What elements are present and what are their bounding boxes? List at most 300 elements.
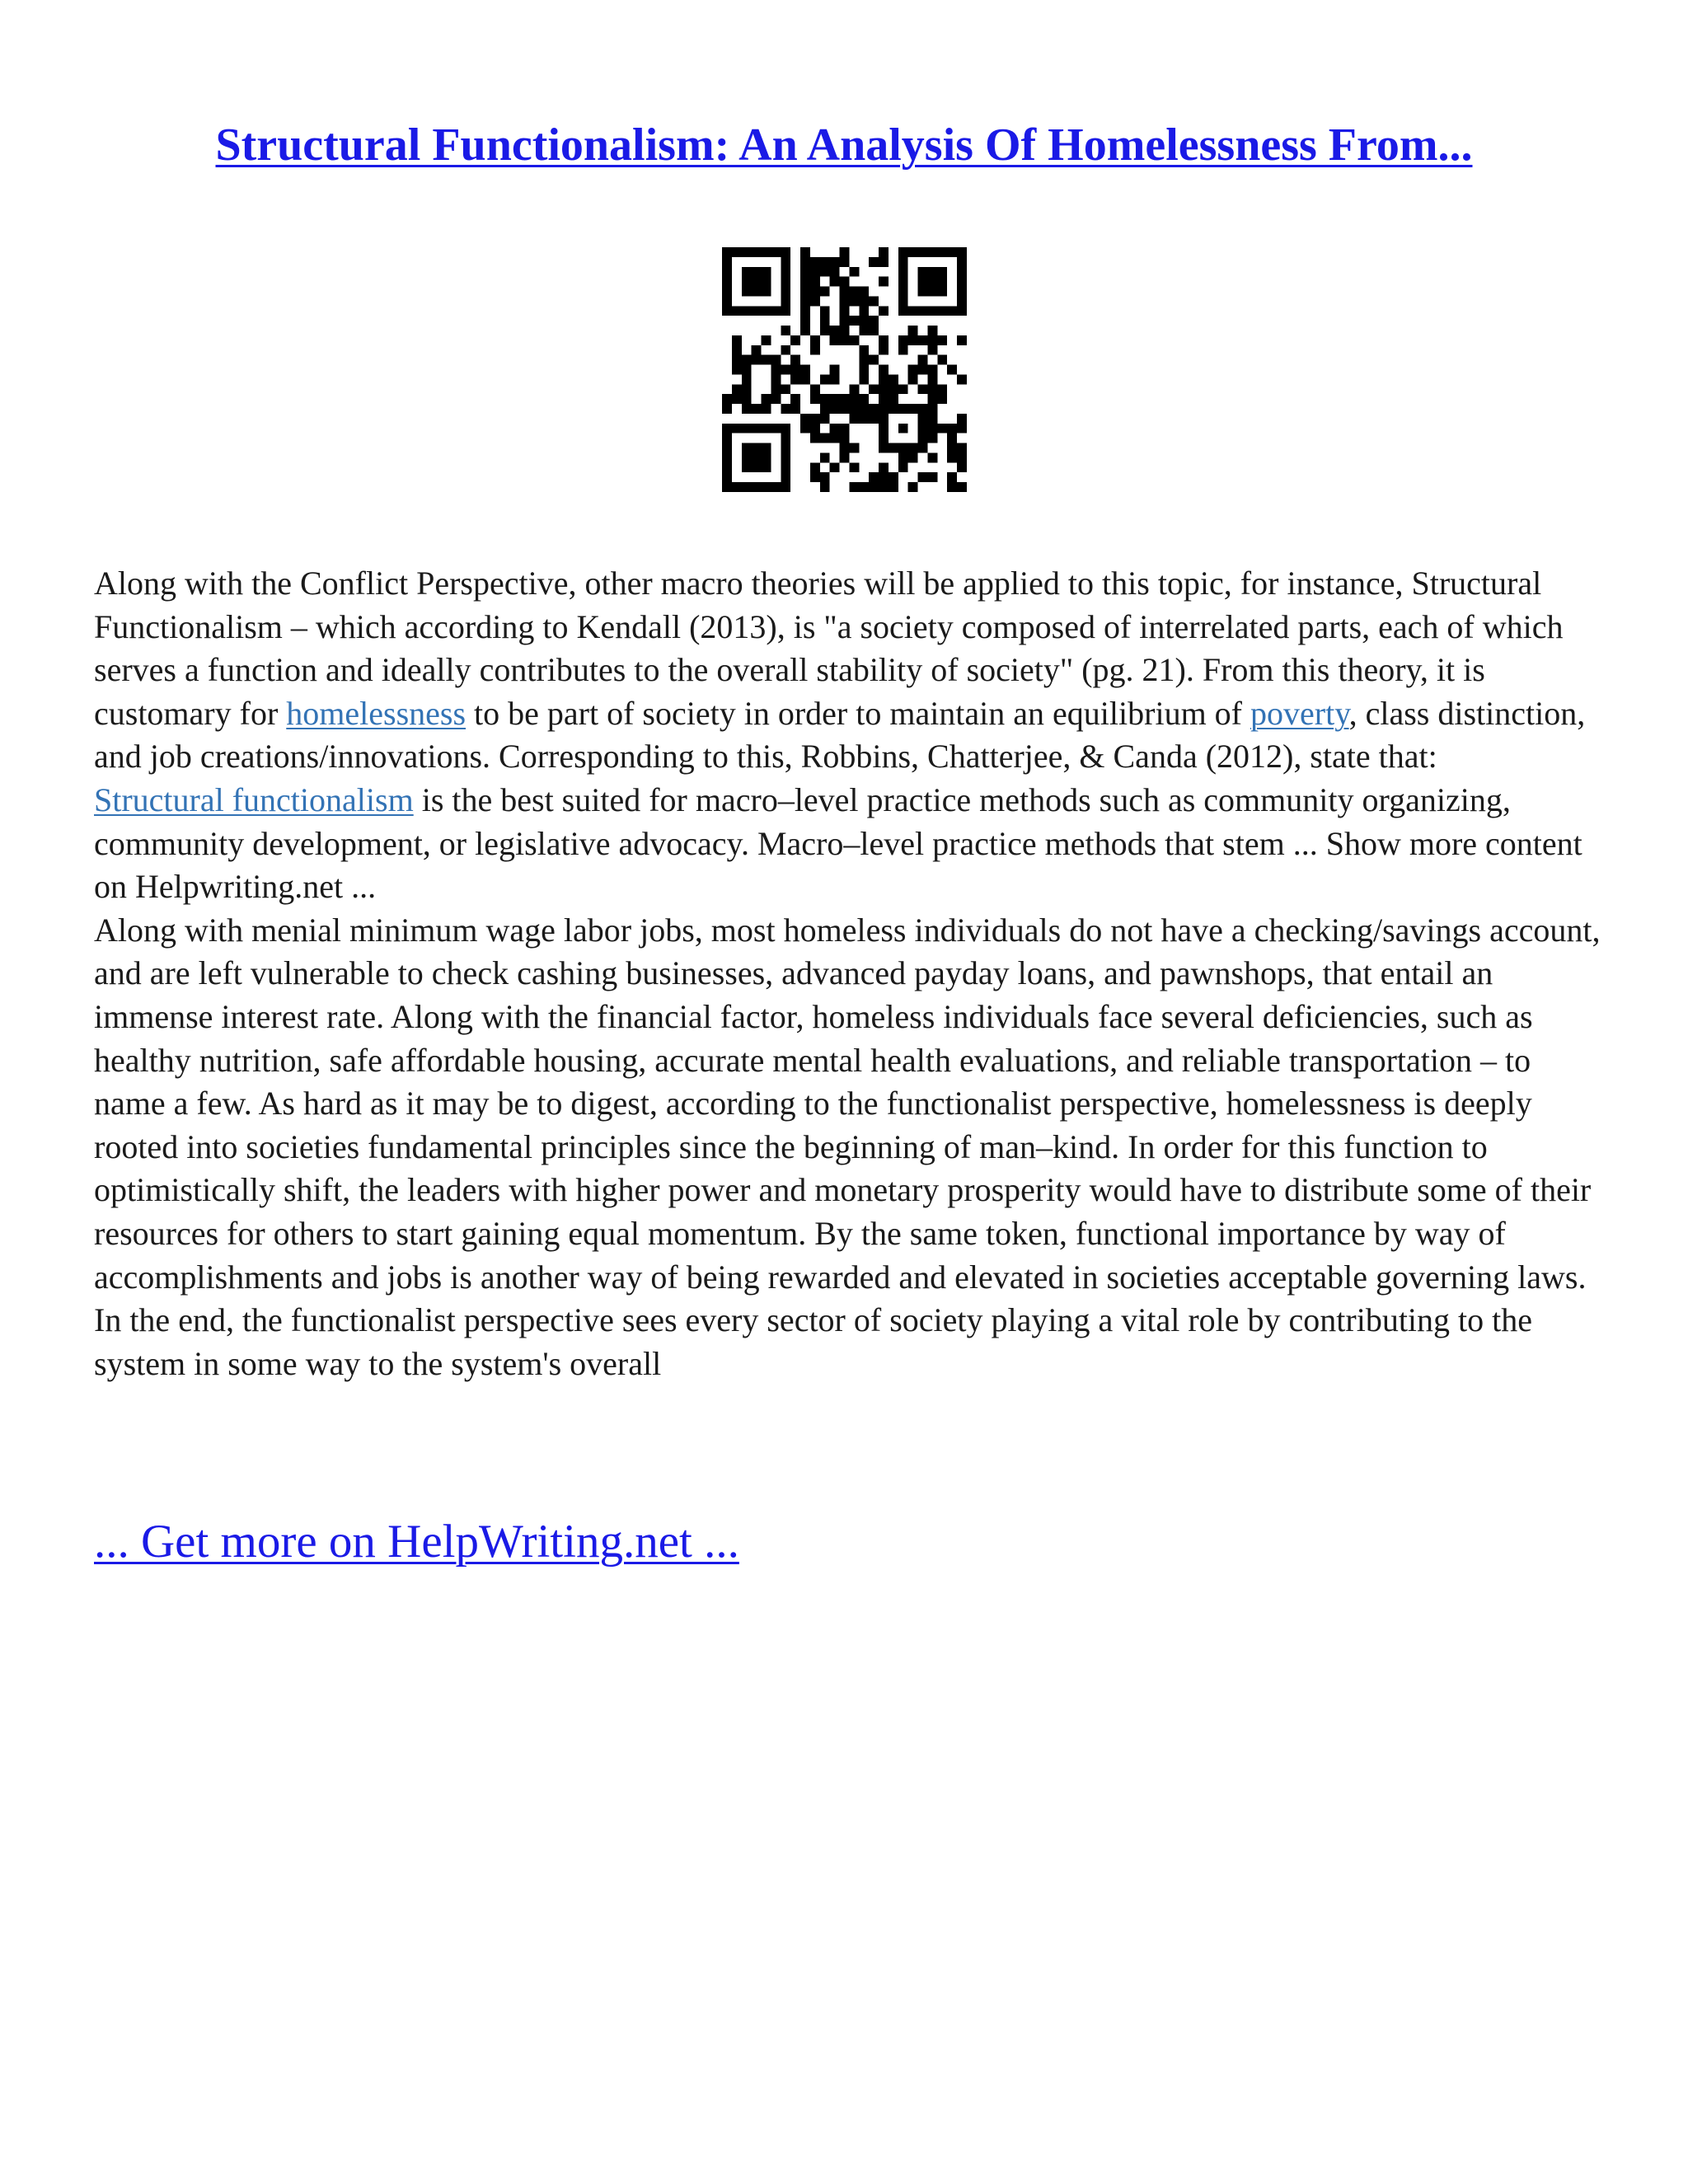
- qr-module: [771, 365, 781, 375]
- qr-module: [762, 277, 771, 287]
- qr-module: [859, 296, 869, 306]
- qr-module: [800, 316, 810, 326]
- qr-module: [800, 296, 810, 306]
- qr-module: [927, 306, 937, 316]
- qr-module: [810, 414, 820, 424]
- link-structural-functionalism[interactable]: Structural functionalism: [94, 780, 414, 818]
- qr-module: [810, 384, 820, 394]
- qr-module: [879, 374, 889, 384]
- qr-module: [790, 335, 800, 345]
- qr-module: [722, 452, 732, 462]
- qr-module: [840, 335, 850, 345]
- qr-module: [927, 434, 937, 443]
- qr-module: [820, 434, 830, 443]
- qr-module: [908, 452, 918, 462]
- qr-module: [762, 267, 771, 277]
- qr-module: [859, 365, 869, 375]
- qr-module: [752, 306, 762, 316]
- qr-module: [879, 277, 889, 287]
- qr-module: [830, 462, 840, 472]
- qr-module: [752, 452, 762, 462]
- qr-module: [947, 434, 957, 443]
- qr-module: [859, 394, 869, 404]
- qr-module: [927, 365, 937, 375]
- qr-module: [908, 443, 918, 453]
- qr-module: [752, 462, 762, 472]
- qr-module: [810, 394, 820, 404]
- qr-module: [918, 443, 928, 453]
- qr-module: [722, 443, 732, 453]
- qr-module: [830, 365, 840, 375]
- qr-module: [898, 404, 908, 414]
- qr-module: [879, 482, 889, 492]
- qr-module: [869, 414, 879, 424]
- qr-module: [859, 306, 869, 316]
- qr-module: [742, 374, 752, 384]
- qr-module: [722, 267, 732, 277]
- qr-module: [957, 374, 967, 384]
- qr-module: [781, 296, 790, 306]
- qr-module: [820, 267, 830, 277]
- qr-module: [771, 424, 781, 434]
- qr-module: [947, 482, 957, 492]
- qr-module: [869, 257, 879, 267]
- qr-module: [771, 394, 781, 404]
- qr-module: [957, 482, 967, 492]
- qr-module: [918, 277, 928, 287]
- qr-module: [947, 472, 957, 482]
- qr-module: [742, 443, 752, 453]
- qr-module: [830, 424, 840, 434]
- qr-module: [810, 335, 820, 345]
- qr-module: [810, 277, 820, 287]
- qr-module: [957, 287, 967, 297]
- paragraph-3: Along with menial minimum wage labor jobs, most homeless individuals do not have a checking/savings account, and are left vulnerable to check cashing businesses, advanced payday loans, and pawnshops, that entail an immense interest rate. Along with the financial factor, homeless individuals face several deficiencies, such as healthy nutrition, safe affordable housing, accurate mental health evaluations, and reliable transportation – to name a few. As hard as it may be to digest, according to the functionalist perspective, homelessness is deeply rooted into societies fundamental principles since the beginning of man–kind. In order for this function to optimistically shift, the leaders with higher power and monetary prosperity would have to distribute some of their resources for others to start gaining equal momentum. By the same token, functional importance by way of accomplishments and jobs is another way of being rewarded and elevated in societies acceptable governing laws. In the end, the functionalist perspective sees every sector of society playing a vital role by contributing to the system in some way to the system's overall: [94, 911, 1601, 1382]
- qr-module: [781, 326, 790, 335]
- qr-module: [918, 335, 928, 345]
- qr-module: [820, 472, 830, 482]
- paragraph-1-text-a: Along with the Conflict Perspective, other macro theories will be applied to this topic, for instance, Structural Functionalism – which according to Kendall (2013), is "a society composed of interrelated parts, each of which serves a function and ideally contributes to the overall stability of society" (pg. 21). From this theory, it is customary for: [94, 565, 1564, 732]
- qr-module: [781, 404, 790, 414]
- qr-module: [790, 394, 800, 404]
- qr-module: [722, 434, 732, 443]
- qr-module: [722, 277, 732, 287]
- qr-module: [849, 287, 859, 297]
- qr-module: [771, 482, 781, 492]
- qr-module: [908, 365, 918, 375]
- qr-module: [781, 482, 790, 492]
- qr-module: [800, 424, 810, 434]
- qr-module: [840, 247, 850, 257]
- qr-module: [879, 443, 889, 453]
- qr-module: [879, 384, 889, 394]
- qr-module: [927, 335, 937, 345]
- qr-module: [869, 404, 879, 414]
- qr-module: [742, 384, 752, 394]
- qr-module: [840, 394, 850, 404]
- qr-module: [898, 384, 908, 394]
- qr-module: [752, 404, 762, 414]
- qr-module: [840, 296, 850, 306]
- qr-module: [908, 326, 918, 335]
- qr-module: [752, 355, 762, 365]
- qr-module: [830, 335, 840, 345]
- qr-module: [781, 257, 790, 267]
- qr-module: [762, 404, 771, 414]
- qr-module: [957, 247, 967, 257]
- qr-module: [908, 306, 918, 316]
- qr-module: [742, 452, 752, 462]
- qr-module: [918, 247, 928, 257]
- qr-module: [800, 287, 810, 297]
- qr-module: [947, 365, 957, 375]
- qr-module: [830, 374, 840, 384]
- article-body: [94, 562, 1602, 1385]
- qr-module: [937, 267, 947, 277]
- qr-module: [947, 306, 957, 316]
- qr-module: [771, 247, 781, 257]
- qr-module: [820, 257, 830, 267]
- qr-module: [879, 434, 889, 443]
- qr-module: [937, 306, 947, 316]
- qr-module: [937, 247, 947, 257]
- qr-module: [752, 482, 762, 492]
- qr-module: [927, 326, 937, 335]
- qr-module: [869, 296, 879, 306]
- qr-module: [742, 355, 752, 365]
- get-more-line: [94, 1513, 739, 1571]
- link-poverty[interactable]: poverty: [1250, 694, 1349, 732]
- qr-module: [742, 404, 752, 414]
- qr-module: [742, 394, 752, 404]
- qr-module: [810, 472, 820, 482]
- qr-module: [722, 296, 732, 306]
- qr-module: [781, 365, 790, 375]
- qr-module: [781, 267, 790, 277]
- qr-module: [790, 374, 800, 384]
- qr-module: [800, 277, 810, 287]
- qr-module: [859, 404, 869, 414]
- qr-module: [957, 424, 967, 434]
- qr-module: [742, 267, 752, 277]
- link-homelessness[interactable]: homelessness: [286, 694, 467, 732]
- qr-module: [859, 374, 869, 384]
- qr-module: [889, 394, 898, 404]
- qr-module: [849, 316, 859, 326]
- qr-module: [742, 424, 752, 434]
- qr-module: [781, 345, 790, 355]
- qr-module: [849, 335, 859, 345]
- qr-module: [732, 345, 742, 355]
- qr-module: [840, 306, 850, 316]
- qr-module: [752, 424, 762, 434]
- qr-module: [849, 482, 859, 492]
- title-link[interactable]: Structural Functionalism: An Analysis Of Homelessness From...: [215, 120, 1473, 171]
- qr-module: [927, 414, 937, 424]
- qr-module: [840, 326, 850, 335]
- qr-module: [937, 335, 947, 345]
- qr-module: [957, 257, 967, 267]
- paragraph-1-text-c: , class distinction, and job creations/innovations. Corresponding to this, Robbins, Chatterjee, & Canda (2012), state that:: [94, 694, 1586, 776]
- qr-module: [879, 424, 889, 434]
- qr-module: [918, 355, 928, 365]
- qr-module: [879, 335, 889, 345]
- qr-module: [810, 296, 820, 306]
- qr-module: [840, 434, 850, 443]
- qr-code-icon: [722, 247, 967, 492]
- paragraph-1: [94, 562, 1602, 779]
- qr-module: [800, 374, 810, 384]
- qr-module: [742, 482, 752, 492]
- qr-module: [859, 326, 869, 335]
- qr-module: [810, 287, 820, 297]
- qr-module: [898, 443, 908, 453]
- qr-module: [889, 404, 898, 414]
- qr-module: [732, 424, 742, 434]
- qr-module: [927, 345, 937, 355]
- qr-module: [898, 257, 908, 267]
- qr-module: [781, 247, 790, 257]
- qr-module: [957, 296, 967, 306]
- paragraph-2: [94, 779, 1602, 909]
- qr-module: [898, 462, 908, 472]
- qr-module: [732, 394, 742, 404]
- qr-module: [937, 384, 947, 394]
- qr-module: [869, 472, 879, 482]
- qr-module: [722, 404, 732, 414]
- qr-module: [869, 316, 879, 326]
- qr-module: [898, 277, 908, 287]
- qr-module: [762, 355, 771, 365]
- qr-module: [732, 247, 742, 257]
- qr-module: [918, 267, 928, 277]
- qr-module: [849, 384, 859, 394]
- qr-module: [859, 482, 869, 492]
- qr-module: [840, 277, 850, 287]
- qr-module: [762, 394, 771, 404]
- qr-module: [849, 443, 859, 453]
- qr-module: [722, 306, 732, 316]
- qr-module: [918, 365, 928, 375]
- qr-module: [820, 394, 830, 404]
- qr-module: [927, 404, 937, 414]
- qr-module: [918, 472, 928, 482]
- qr-module: [810, 424, 820, 434]
- qr-module: [722, 287, 732, 297]
- qr-module: [752, 443, 762, 453]
- qr-module: [742, 462, 752, 472]
- qr-module: [927, 384, 937, 394]
- qr-module: [781, 384, 790, 394]
- qr-module: [762, 462, 771, 472]
- qr-module: [830, 326, 840, 335]
- qr-module: [918, 424, 928, 434]
- qr-module: [947, 424, 957, 434]
- qr-module: [781, 424, 790, 434]
- qr-module: [840, 287, 850, 297]
- qr-module: [918, 384, 928, 394]
- qr-module: [879, 247, 889, 257]
- qr-module: [800, 414, 810, 424]
- qr-module: [908, 482, 918, 492]
- qr-module: [889, 443, 898, 453]
- qr-module: [957, 335, 967, 345]
- qr-module: [810, 345, 820, 355]
- qr-module: [849, 394, 859, 404]
- qr-module: [830, 277, 840, 287]
- qr-module: [908, 335, 918, 345]
- qr-module: [927, 277, 937, 287]
- qr-module: [927, 374, 937, 384]
- qr-module: [800, 365, 810, 375]
- qr-module: [849, 267, 859, 277]
- qr-module: [898, 452, 908, 462]
- paragraph-1-text-b: to be part of society in order to maintain an equilibrium of: [466, 694, 1251, 732]
- qr-module: [820, 482, 830, 492]
- qr-module: [849, 296, 859, 306]
- qr-module: [869, 355, 879, 365]
- qr-module: [840, 443, 850, 453]
- qr-module: [889, 482, 898, 492]
- qr-module: [908, 404, 918, 414]
- qr-module: [830, 267, 840, 277]
- qr-module: [781, 306, 790, 316]
- qr-module: [810, 257, 820, 267]
- qr-module: [820, 404, 830, 414]
- qr-module: [947, 443, 957, 453]
- qr-module: [918, 434, 928, 443]
- qr-module: [732, 306, 742, 316]
- qr-module: [752, 277, 762, 287]
- qr-module: [790, 365, 800, 375]
- qr-module: [840, 424, 850, 434]
- qr-module: [790, 355, 800, 365]
- qr-module: [742, 277, 752, 287]
- qr-module: [820, 374, 830, 384]
- qr-module: [752, 345, 762, 355]
- qr-module: [732, 482, 742, 492]
- qr-module: [849, 404, 859, 414]
- qr-module: [927, 424, 937, 434]
- qr-module: [898, 296, 908, 306]
- qr-module: [898, 267, 908, 277]
- qr-module: [722, 394, 732, 404]
- qr-module: [762, 335, 771, 345]
- qr-module: [937, 355, 947, 365]
- qr-module: [732, 335, 742, 345]
- qr-module: [800, 306, 810, 316]
- qr-module: [859, 414, 869, 424]
- qr-module: [957, 462, 967, 472]
- qr-module: [762, 452, 771, 462]
- qr-module: [830, 394, 840, 404]
- qr-module: [889, 384, 898, 394]
- qr-module: [937, 287, 947, 297]
- qr-module: [927, 287, 937, 297]
- qr-module: [908, 374, 918, 384]
- qr-module: [752, 247, 762, 257]
- qr-module: [957, 452, 967, 462]
- qr-module: [771, 384, 781, 394]
- qr-module: [820, 326, 830, 335]
- qr-module: [898, 424, 908, 434]
- qr-module: [869, 482, 879, 492]
- qr-module: [762, 482, 771, 492]
- qr-module: [752, 267, 762, 277]
- qr-module: [781, 434, 790, 443]
- qr-module: [898, 306, 908, 316]
- qr-module: [722, 424, 732, 434]
- qr-module: [732, 355, 742, 365]
- qr-module: [879, 257, 889, 267]
- qr-module: [762, 443, 771, 453]
- get-more-link[interactable]: ... Get more on HelpWriting.net ...: [94, 1516, 739, 1568]
- qr-module: [879, 472, 889, 482]
- qr-module: [898, 335, 908, 345]
- qr-module: [957, 414, 967, 424]
- page-title: [0, 115, 1688, 175]
- qr-module: [830, 434, 840, 443]
- qr-module: [908, 247, 918, 257]
- qr-module: [869, 384, 879, 394]
- qr-module: [820, 452, 830, 462]
- qr-module: [840, 452, 850, 462]
- qr-module: [937, 394, 947, 404]
- qr-module: [830, 404, 840, 414]
- qr-module: [800, 267, 810, 277]
- qr-module: [742, 287, 752, 297]
- qr-module: [898, 287, 908, 297]
- qr-module: [810, 267, 820, 277]
- qr-module: [879, 462, 889, 472]
- qr-module: [762, 424, 771, 434]
- qr-module: [898, 345, 908, 355]
- qr-module: [849, 414, 859, 424]
- qr-module: [820, 316, 830, 326]
- qr-module: [879, 404, 889, 414]
- qr-module: [889, 472, 898, 482]
- qr-module: [810, 434, 820, 443]
- qr-module: [889, 374, 898, 384]
- qr-module: [840, 257, 850, 267]
- qr-module: [840, 316, 850, 326]
- qr-module: [859, 355, 869, 365]
- qr-module: [762, 247, 771, 257]
- qr-module: [927, 472, 937, 482]
- qr-module: [752, 287, 762, 297]
- qr-module: [927, 394, 937, 404]
- qr-module: [742, 247, 752, 257]
- paragraph-2-text: is the best suited for macro–level practice methods such as community organizing, community development, or legislative advocacy. Macro–level practice methods that stem ... Show more content on Helpwriting.net ...: [94, 780, 1582, 906]
- qr-module: [820, 414, 830, 424]
- qr-module: [800, 257, 810, 267]
- qr-module: [800, 247, 810, 257]
- qr-module: [732, 384, 742, 394]
- qr-module: [918, 306, 928, 316]
- qr-module: [927, 267, 937, 277]
- qr-module: [859, 345, 869, 355]
- qr-module: [781, 452, 790, 462]
- qr-module: [849, 462, 859, 472]
- qr-module: [898, 247, 908, 257]
- qr-module: [771, 374, 781, 384]
- qr-module: [781, 277, 790, 287]
- qr-module: [732, 365, 742, 375]
- qr-module: [957, 267, 967, 277]
- qr-module: [937, 277, 947, 287]
- qr-module: [957, 306, 967, 316]
- qr-module: [810, 462, 820, 472]
